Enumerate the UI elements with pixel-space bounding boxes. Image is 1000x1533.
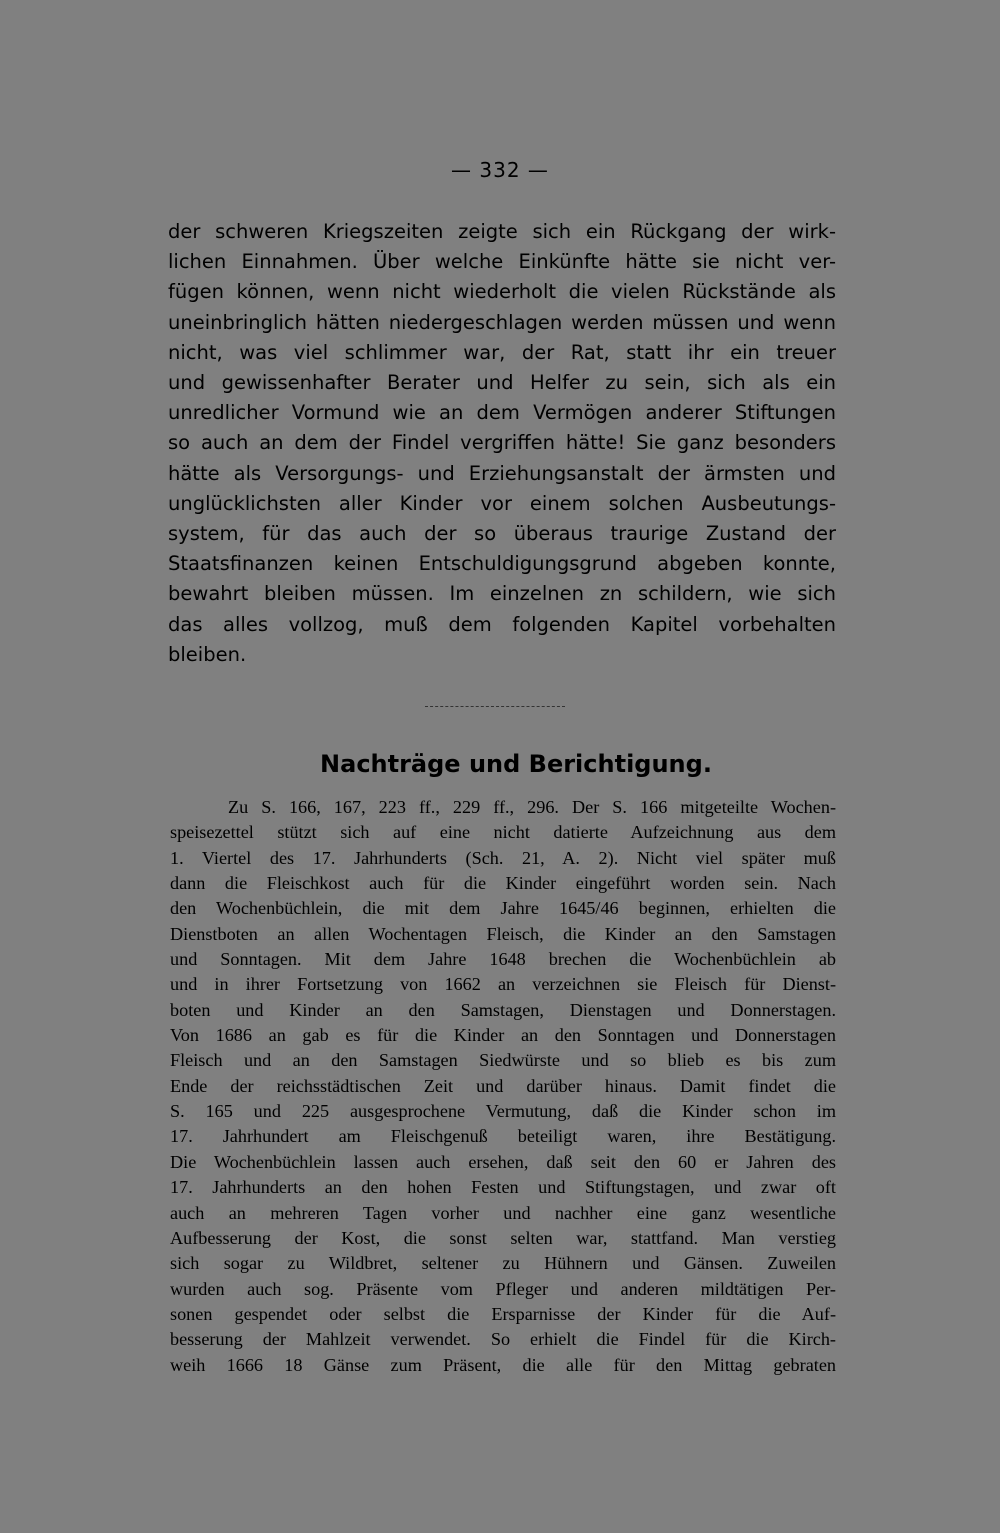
text-line: besserung der Mahlzeit verwendet. So erhielt die Findel für die Kirch- <box>170 1329 836 1350</box>
text-line: Von 1686 an gab es für die Kinder an den Sonntagen und Donnerstagen <box>170 1025 836 1046</box>
addenda-paragraph <box>170 795 836 1378</box>
text-line: Staatsfinanzen keinen Entschuldigungsgrund abgeben konnte, <box>168 552 836 576</box>
text-line: fügen können, wenn nicht wiederholt die vielen Rückstände als <box>168 280 836 304</box>
text-line: bleiben. <box>168 642 247 666</box>
text-line: und gewissenhafter Berater und Helfer zu sein, sich als ein <box>168 371 836 395</box>
text-line: Aufbesserung der Kost, die sonst selten war, stattfand. Man verstieg <box>170 1227 836 1248</box>
text-line: 17. Jahrhunderts an den hohen Festen und Stiftungstagen, und zwar oft <box>170 1177 836 1198</box>
text-line: speisezettel stützt sich auf eine nicht datierte Aufzeichnung aus dem <box>170 822 836 843</box>
text-line: S. 165 und 225 ausgesprochene Vermutung, daß die Kinder schon im <box>170 1101 836 1122</box>
section-heading: Nachträge und Berichtigung. <box>320 750 712 778</box>
text-line: lichen Einnahmen. Über welche Einkünfte hätte sie nicht ver- <box>168 250 836 274</box>
text-line: Dienstboten an allen Wochentagen Fleisch, die Kinder an den Samstagen <box>170 923 836 944</box>
text-line: 17. Jahrhundert am Fleischgenuß beteiligt waren, ihre Bestätigung. <box>170 1126 836 1147</box>
text-line: sonen gespendet oder selbst die Ersparnisse der Kinder für die Auf- <box>170 1303 836 1324</box>
text-line: system, für das auch der so überaus traurige Zustand der <box>168 522 836 546</box>
text-line: unglücklichsten aller Kinder vor einem solchen Ausbeutungs- <box>168 491 836 515</box>
text-line: sich sogar zu Wildbret, seltener zu Hühnern und Gänsen. Zuweilen <box>170 1253 836 1274</box>
text-line: wurden auch sog. Präsente vom Pfleger und anderen mildtätigen Per- <box>170 1278 836 1299</box>
text-line: und Sonntagen. Mit dem Jahre 1648 brechen die Wochenbüchlein ab <box>170 949 836 970</box>
text-line: 1. Viertel des 17. Jahrhunderts (Sch. 21, A. 2). Nicht viel später muß <box>170 847 836 868</box>
text-line: uneinbringlich hätten niedergeschlagen werden müssen und wenn <box>168 310 836 334</box>
text-line: dann die Fleischkost auch für die Kinder eingeführt worden sein. Nach <box>170 873 836 894</box>
text-line: Die Wochenbüchlein lassen auch ersehen, daß seit den 60 er Jahren des <box>170 1151 836 1172</box>
text-line: bewahrt bleiben müssen. Im einzelnen zn schildern, wie sich <box>168 582 836 606</box>
page-number: — 332 — <box>451 158 549 182</box>
text-line: so auch an dem der Findel vergriffen hätte! Sie ganz besonders <box>168 431 836 455</box>
text-line: auch an mehreren Tagen vorher und nachher eine ganz wesentliche <box>170 1202 836 1223</box>
text-line: das alles vollzog, muß dem folgenden Kapitel vorbehalten <box>168 612 836 636</box>
text-line: Zu S. 166, 167, 223 ff., 229 ff., 296. Der S. 166 mitgeteilte Wochen- <box>228 797 836 817</box>
text-line: den Wochenbüchlein, die mit dem Jahre 1645/46 beginnen, erhielten die <box>170 898 836 919</box>
text-line: weih 1666 18 Gänse zum Präsent, die alle für den Mittag gebraten <box>170 1354 836 1375</box>
text-line: boten und Kinder an den Samstagen, Dienstagen und Donnerstagen. <box>170 999 836 1020</box>
text-line: unredlicher Vormund wie an dem Vermögen anderer Stiftungen <box>168 401 836 425</box>
text-line: der schweren Kriegszeiten zeigte sich ein Rückgang der wirk- <box>168 220 836 243</box>
section-divider <box>425 706 565 707</box>
text-line: nicht, was viel schlimmer war, der Rat, statt ihr ein treuer <box>168 340 836 364</box>
text-line: und in ihrer Fortsetzung von 1662 an verzeichnen sie Fleisch für Dienst- <box>170 974 836 995</box>
main-paragraph <box>168 217 836 670</box>
text-line: Fleisch und an den Samstagen Siedwürste und so blieb es bis zum <box>170 1050 836 1071</box>
text-line: Ende der reichsstädtischen Zeit und darüber hinaus. Damit findet die <box>170 1075 836 1096</box>
text-line: hätte als Versorgungs- und Erziehungsanstalt der ärmsten und <box>168 461 836 485</box>
